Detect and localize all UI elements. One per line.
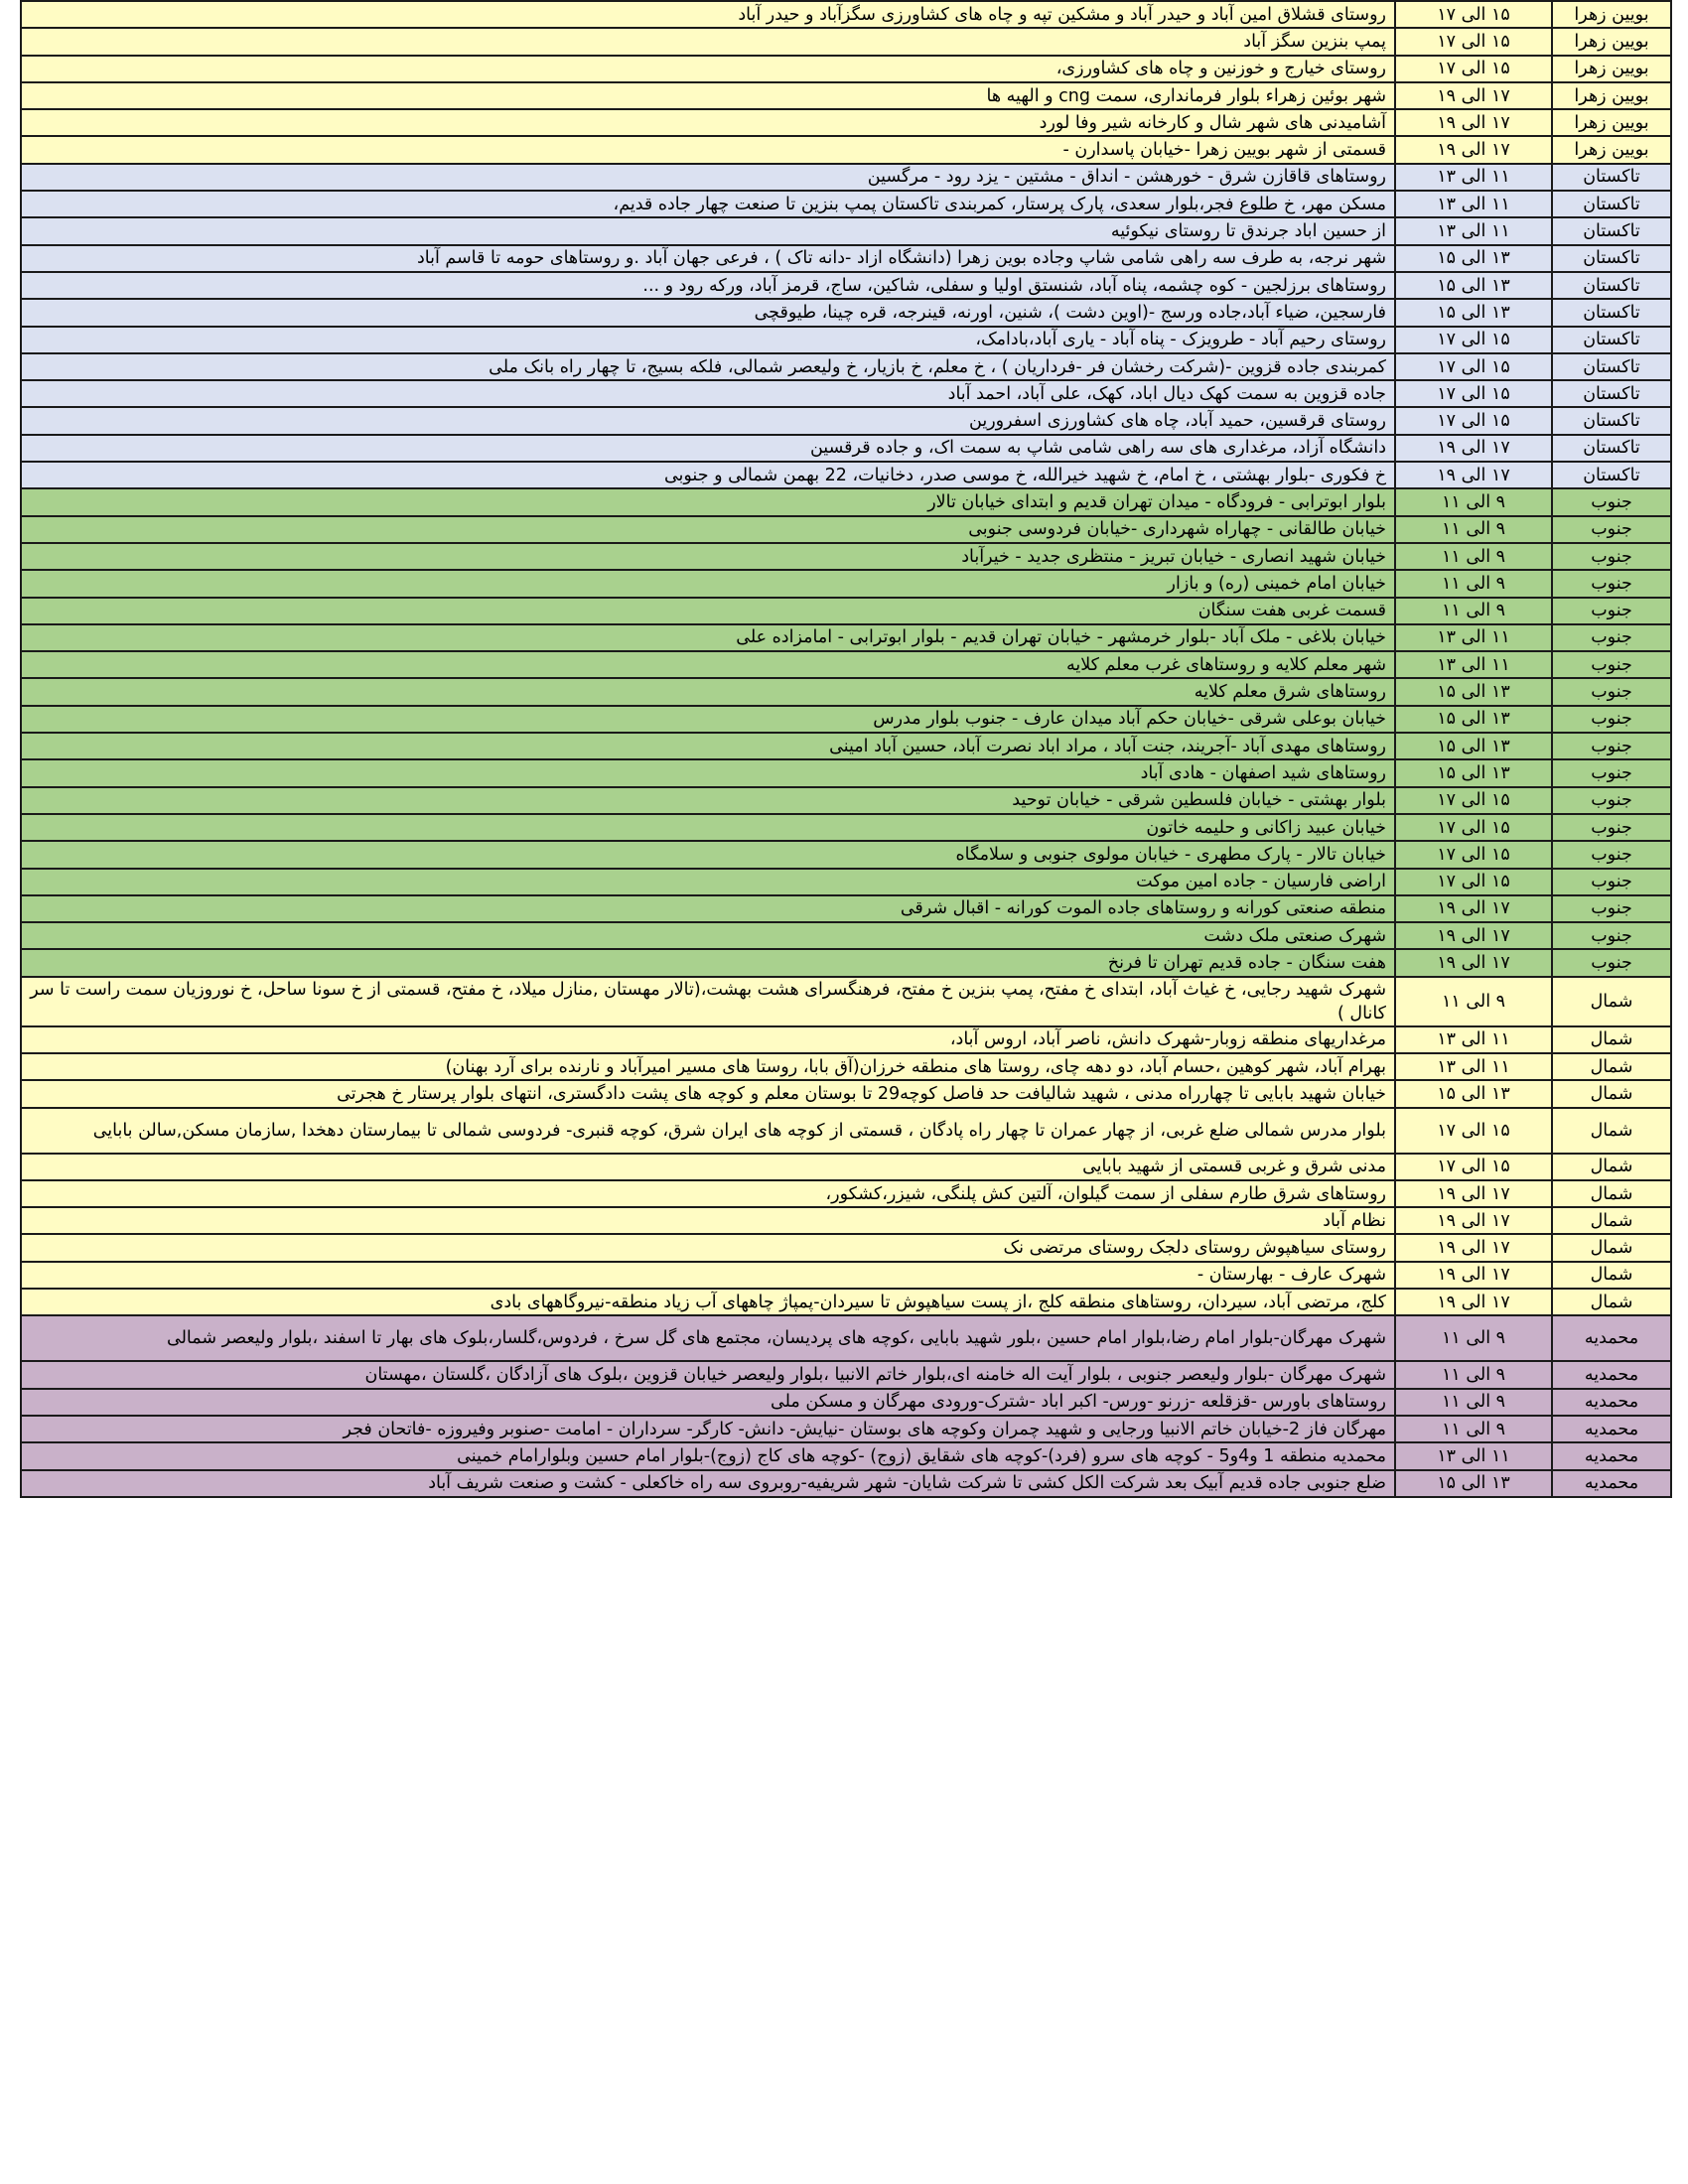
region-cell: جنوب xyxy=(1552,516,1671,543)
region-cell: تاکستان xyxy=(1552,245,1671,272)
area-cell: بلوار ابوترابی - فرودگاه - میدان تهران قدیم و ابتدای خیابان تالار xyxy=(21,488,1395,515)
area-cell: روستاهای مهدی آباد -آجریند، جنت آباد ، مراد اباد نصرت آباد، حسین آباد امینی xyxy=(21,733,1395,759)
region-cell: تاکستان xyxy=(1552,191,1671,217)
time-cell: ۱۱ الی ۱۳ xyxy=(1395,1442,1552,1469)
table-row xyxy=(21,651,1671,678)
time-cell: ۱۷ الی ۱۹ xyxy=(1395,136,1552,163)
area-cell: شهرک مهرگان -بلوار ولیعصر جنوبی ، بلوار آیت اله خامنه ای،بلوار خاتم الانبیا ،بلوار ولیعصر خیابان قزوین ،بلوک های آزادگان ،گلستان ،مهستان xyxy=(21,1361,1395,1388)
table-row xyxy=(21,164,1671,191)
area-cell: بلوار مدرس شمالی ضلع غربی، از چهار عمران تا چهار راه پادگان ، قسمتی از کوچه های ایران شرق، کوچه قنبری- فردوسی شمالی تا بیمارستان دهخدا ,سازمان مسکن,سالن بابایی xyxy=(21,1108,1395,1154)
region-cell: بویین زهرا xyxy=(1552,109,1671,136)
table-row xyxy=(21,1180,1671,1207)
region-cell: جنوب xyxy=(1552,814,1671,841)
table-row xyxy=(21,82,1671,109)
region-cell: جنوب xyxy=(1552,678,1671,705)
time-cell: ۱۱ الی ۱۳ xyxy=(1395,651,1552,678)
region-cell: تاکستان xyxy=(1552,462,1671,488)
region-cell: شمال xyxy=(1552,977,1671,1026)
time-cell: ۱۵ الی ۱۷ xyxy=(1395,327,1552,353)
table-row xyxy=(21,759,1671,786)
time-cell: ۱۵ الی ۱۷ xyxy=(1395,380,1552,407)
area-cell: منطقه صنعتی کورانه و روستاهای جاده الموت کورانه - اقبال شرقی xyxy=(21,895,1395,922)
area-cell: بلوار بهشتی - خیابان فلسطین شرقی - خیابان توحید xyxy=(21,787,1395,814)
table-row xyxy=(21,543,1671,570)
time-cell: ۱۱ الی ۱۳ xyxy=(1395,191,1552,217)
time-cell: ۱۵ الی ۱۷ xyxy=(1395,407,1552,434)
table-row xyxy=(21,380,1671,407)
time-cell: ۱۳ الی ۱۵ xyxy=(1395,272,1552,299)
table-row xyxy=(21,733,1671,759)
area-cell: خیابان شهید بابایی تا چهارراه مدنی ، شهید شالیافت حد فاصل کوچه29 تا بوستان معلم و کوچه های پشت دادگستری، انتهای بلوار پرستار خ هجرتی xyxy=(21,1080,1395,1107)
time-cell: ۱۳ الی ۱۵ xyxy=(1395,759,1552,786)
area-cell: ضلع جنوبی جاده قدیم آبیک بعد شرکت الکل کشی تا شرکت شایان- شهر شریفیه-روبروی سه راه خاکعلی - کشت و صنعت شریف آباد xyxy=(21,1470,1395,1497)
area-cell: شهر نرجه، به طرف سه راهی شامی شاپ وجاده بوین زهرا (دانشگاه ازاد -دانه تاک ) ، فرعی جهان آباد .و روستاهای حومه تا قاسم آباد xyxy=(21,245,1395,272)
table-row xyxy=(21,1,1671,28)
time-cell: ۱۷ الی ۱۹ xyxy=(1395,109,1552,136)
time-cell: ۱۵ الی ۱۷ xyxy=(1395,353,1552,380)
table-row xyxy=(21,678,1671,705)
time-cell: ۹ الی ۱۱ xyxy=(1395,570,1552,597)
table-row xyxy=(21,191,1671,217)
region-cell: شمال xyxy=(1552,1154,1671,1180)
area-cell: روستاهای شید اصفهان - هادی آباد xyxy=(21,759,1395,786)
region-cell: شمال xyxy=(1552,1180,1671,1207)
area-cell: روستای سیاهپوش روستای دلجک روستای مرتضی نک xyxy=(21,1234,1395,1261)
region-cell: جنوب xyxy=(1552,598,1671,624)
area-cell: شهرک صنعتی ملک دشت xyxy=(21,922,1395,949)
time-cell: ۹ الی ۱۱ xyxy=(1395,516,1552,543)
table-row xyxy=(21,1108,1671,1154)
region-cell: تاکستان xyxy=(1552,164,1671,191)
outage-schedule-table xyxy=(20,0,1672,1498)
time-cell: ۹ الی ۱۱ xyxy=(1395,598,1552,624)
area-cell: روستای قشلاق امین آباد و حیدر آباد و مشکین تپه و چاه های کشاورزی سگزآباد و حیدر آباد xyxy=(21,1,1395,28)
table-row xyxy=(21,56,1671,82)
time-cell: ۱۵ الی ۱۷ xyxy=(1395,869,1552,895)
time-cell: ۱۱ الی ۱۳ xyxy=(1395,164,1552,191)
table-row xyxy=(21,787,1671,814)
region-cell: جنوب xyxy=(1552,895,1671,922)
area-cell: قسمتی از شهر بویین زهرا -خیابان پاسدارن - xyxy=(21,136,1395,163)
time-cell: ۱۳ الی ۱۵ xyxy=(1395,733,1552,759)
area-cell: شهر بوئین زهراء بلوار فرمانداری، سمت cng و الهیه ها xyxy=(21,82,1395,109)
table-row xyxy=(21,624,1671,651)
table-row xyxy=(21,109,1671,136)
time-cell: ۹ الی ۱۱ xyxy=(1395,1416,1552,1442)
time-cell: ۱۱ الی ۱۳ xyxy=(1395,217,1552,244)
time-cell: ۱۷ الی ۱۹ xyxy=(1395,1289,1552,1315)
area-cell: فارسجین، ضیاء آباد،جاده ورسج -(اوین دشت )، شنین، اورنه، قینرجه، قره چینا، طیوقچی xyxy=(21,299,1395,326)
area-cell: محمدیه منطقه 1 و4و5 - کوچه های سرو (فرد)-کوچه های شقایق (زوج) -کوچه های کاج (زوج)-بلوار امام حسین وبلوارامام خمینی xyxy=(21,1442,1395,1469)
table-row xyxy=(21,1154,1671,1180)
area-cell: روستاهای باورس -قزقلعه -زرنو -ورس- اکبر اباد -شترک-ورودی مهرگان و مسکن ملی xyxy=(21,1389,1395,1416)
table-row xyxy=(21,462,1671,488)
table-row xyxy=(21,1470,1671,1497)
area-cell: روستاهای قاقازن شرق - خورهشن - انداق - مشتین - یزد رود - مرگسین xyxy=(21,164,1395,191)
time-cell: ۱۵ الی ۱۷ xyxy=(1395,1,1552,28)
time-cell: ۱۵ الی ۱۷ xyxy=(1395,841,1552,868)
area-cell: هفت سنگان - جاده قدیم تهران تا فرنخ xyxy=(21,949,1395,976)
area-cell: قسمت غربی هفت سنگان xyxy=(21,598,1395,624)
time-cell: ۱۷ الی ۱۹ xyxy=(1395,1234,1552,1261)
time-cell: ۱۵ الی ۱۷ xyxy=(1395,1154,1552,1180)
table-row xyxy=(21,922,1671,949)
time-cell: ۱۵ الی ۱۷ xyxy=(1395,787,1552,814)
area-cell: روستای خیارج و خوزنین و چاه های کشاورزی، xyxy=(21,56,1395,82)
region-cell: تاکستان xyxy=(1552,380,1671,407)
time-cell: ۱۵ الی ۱۷ xyxy=(1395,814,1552,841)
area-cell: روستاهای شرق طارم سفلی از سمت گیلوان، آلتین کش پلنگی، شیزر،کشکور، xyxy=(21,1180,1395,1207)
table-row xyxy=(21,1207,1671,1234)
table-row xyxy=(21,1026,1671,1053)
table-row xyxy=(21,814,1671,841)
area-cell: دانشگاه آزاد، مرغداری های سه راهی شامی شاپ به سمت اک، و جاده قرقسین xyxy=(21,435,1395,462)
time-cell: ۱۷ الی ۱۹ xyxy=(1395,922,1552,949)
region-cell: جنوب xyxy=(1552,759,1671,786)
region-cell: تاکستان xyxy=(1552,272,1671,299)
time-cell: ۱۱ الی ۱۳ xyxy=(1395,1053,1552,1080)
area-cell: خیابان طالقانی - چهاراه شهرداری -خیابان فردوسی جنوبی xyxy=(21,516,1395,543)
area-cell: اراضی فارسیان - جاده امین موکت xyxy=(21,869,1395,895)
area-cell: روستای قرقسین، حمید آباد، چاه های کشاورزی اسفرورین xyxy=(21,407,1395,434)
area-cell: خ فکوری -بلوار بهشتی ، خ امام، خ شهید خیرالله، خ موسی صدر، دخانیات، 22 بهمن شمالی و جنوبی xyxy=(21,462,1395,488)
region-cell: جنوب xyxy=(1552,841,1671,868)
area-cell: روستاهای شرق معلم کلایه xyxy=(21,678,1395,705)
area-cell: مسکن مهر، خ طلوع فجر،بلوار سعدی، پارک پرستار، کمربندی تاکستان پمپ بنزین تا صنعت چهار جاده قدیم، xyxy=(21,191,1395,217)
table-row xyxy=(21,949,1671,976)
time-cell: ۱۳ الی ۱۵ xyxy=(1395,678,1552,705)
region-cell: بویین زهرا xyxy=(1552,56,1671,82)
region-cell: محمدیه xyxy=(1552,1361,1671,1388)
time-cell: ۱۵ الی ۱۷ xyxy=(1395,28,1552,55)
area-cell: مرغداریهای منطقه زوبار-شهرک دانش، ناصر آباد، اروس آباد، xyxy=(21,1026,1395,1053)
time-cell: ۱۱ الی ۱۳ xyxy=(1395,1026,1552,1053)
region-cell: بویین زهرا xyxy=(1552,82,1671,109)
region-cell: تاکستان xyxy=(1552,435,1671,462)
region-cell: شمال xyxy=(1552,1262,1671,1289)
time-cell: ۱۵ الی ۱۷ xyxy=(1395,56,1552,82)
table-row xyxy=(21,1289,1671,1315)
region-cell: جنوب xyxy=(1552,922,1671,949)
table-row xyxy=(21,435,1671,462)
table-row xyxy=(21,869,1671,895)
time-cell: ۹ الی ۱۱ xyxy=(1395,1389,1552,1416)
time-cell: ۱۳ الی ۱۵ xyxy=(1395,1080,1552,1107)
table-row xyxy=(21,570,1671,597)
time-cell: ۹ الی ۱۱ xyxy=(1395,1315,1552,1361)
table-row xyxy=(21,299,1671,326)
region-cell: جنوب xyxy=(1552,733,1671,759)
region-cell: تاکستان xyxy=(1552,407,1671,434)
table-row xyxy=(21,977,1671,1026)
area-cell: کمربندی جاده قزوین -(شرکت رخشان فر -فرداریان ) ، خ معلم، خ بازیار، خ ولیعصر شمالی، فلکه بسیج، تا چهار راه بانک ملی xyxy=(21,353,1395,380)
time-cell: ۱۳ الی ۱۵ xyxy=(1395,1470,1552,1497)
area-cell: پمپ بنزین سگز آباد xyxy=(21,28,1395,55)
table-row xyxy=(21,1442,1671,1469)
area-cell: کلج، مرتضی آباد، سیردان، روستاهای منطقه کلج ،از پست سیاهپوش تا سیردان-پمپاژ چاههای آب زیاد منطقه-نیروگاههای بادی xyxy=(21,1289,1395,1315)
table-row xyxy=(21,1416,1671,1442)
area-cell: شهرک شهید رجایی، خ غیاث آباد، ابتدای خ مفتح، پمپ بنزین خ مفتح، فرهنگسرای هشت بهشت،(تالار مهستان ,منازل میلاد، خ مفتح، قسمتی از خ سونا ساحل، خ نوروزیان سمت راست تا سر کانال ) xyxy=(21,977,1395,1026)
area-cell: خیابان بوعلی شرقی -خیابان حکم آباد میدان عارف - جنوب بلوار مدرس xyxy=(21,706,1395,733)
region-cell: تاکستان xyxy=(1552,299,1671,326)
time-cell: ۱۵ الی ۱۷ xyxy=(1395,1108,1552,1154)
outage-schedule-body xyxy=(21,1,1671,1497)
area-cell: شهر معلم کلایه و روستاهای غرب معلم کلایه xyxy=(21,651,1395,678)
area-cell: نظام آباد xyxy=(21,1207,1395,1234)
time-cell: ۱۳ الی ۱۵ xyxy=(1395,299,1552,326)
table-row xyxy=(21,488,1671,515)
area-cell: جاده قزوین به سمت کهک دیال اباد، کهک، علی آباد، احمد آباد xyxy=(21,380,1395,407)
region-cell: محمدیه xyxy=(1552,1416,1671,1442)
time-cell: ۹ الی ۱۱ xyxy=(1395,1361,1552,1388)
region-cell: محمدیه xyxy=(1552,1470,1671,1497)
time-cell: ۱۷ الی ۱۹ xyxy=(1395,1262,1552,1289)
area-cell: خیابان شهید انصاری - خیابان تبریز - منتظری جدید - خیرآباد xyxy=(21,543,1395,570)
region-cell: شمال xyxy=(1552,1053,1671,1080)
table-row xyxy=(21,407,1671,434)
table-row xyxy=(21,1389,1671,1416)
region-cell: جنوب xyxy=(1552,570,1671,597)
table-row xyxy=(21,1080,1671,1107)
table-row xyxy=(21,245,1671,272)
area-cell: روستای رحیم آباد - طرویزک - پناه آباد - یاری آباد،بادامک، xyxy=(21,327,1395,353)
time-cell: ۱۱ الی ۱۳ xyxy=(1395,624,1552,651)
time-cell: ۱۷ الی ۱۹ xyxy=(1395,82,1552,109)
area-cell: بهرام آباد، شهر کوهین ،حسام آباد، دو دهه چای، روستا های منطقه خرزان(آق بابا، روستا های مسیر امیرآباد و نارنده برای آرد بهنان) xyxy=(21,1053,1395,1080)
area-cell: خیابان عبید زاکانی و حلیمه خاتون xyxy=(21,814,1395,841)
region-cell: جنوب xyxy=(1552,624,1671,651)
time-cell: ۹ الی ۱۱ xyxy=(1395,543,1552,570)
region-cell: تاکستان xyxy=(1552,327,1671,353)
region-cell: تاکستان xyxy=(1552,217,1671,244)
area-cell: آشامیدنی های شهر شال و کارخانه شیر وفا لورد xyxy=(21,109,1395,136)
table-row xyxy=(21,841,1671,868)
table-row xyxy=(21,28,1671,55)
time-cell: ۱۳ الی ۱۵ xyxy=(1395,706,1552,733)
time-cell: ۱۷ الی ۱۹ xyxy=(1395,462,1552,488)
area-cell: شهرک مهرگان-بلوار امام رضا،بلوار امام حسین ،بلور شهید بابایی ،کوچه های پردیسان، مجتمع های گل سرخ ، فردوس،گلسار،بلوک های بهار تا اسفند ،بلوار ولیعصر شمالی xyxy=(21,1315,1395,1361)
region-cell: بویین زهرا xyxy=(1552,28,1671,55)
region-cell: تاکستان xyxy=(1552,353,1671,380)
area-cell: روستاهای برزلجین - کوه چشمه، پناه آباد، شنستق اولیا و سفلی، شاکین، ساج، قرمز آباد، ورکه رود و ... xyxy=(21,272,1395,299)
table-row xyxy=(21,136,1671,163)
time-cell: ۱۷ الی ۱۹ xyxy=(1395,1180,1552,1207)
table-row xyxy=(21,598,1671,624)
table-row xyxy=(21,217,1671,244)
region-cell: شمال xyxy=(1552,1289,1671,1315)
time-cell: ۹ الی ۱۱ xyxy=(1395,977,1552,1026)
region-cell: محمدیه xyxy=(1552,1389,1671,1416)
region-cell: شمال xyxy=(1552,1207,1671,1234)
table-row xyxy=(21,1234,1671,1261)
region-cell: شمال xyxy=(1552,1026,1671,1053)
table-row xyxy=(21,272,1671,299)
table-row xyxy=(21,706,1671,733)
table-row xyxy=(21,353,1671,380)
table-row xyxy=(21,1315,1671,1361)
area-cell: شهرک عارف - بهارستان - xyxy=(21,1262,1395,1289)
time-cell: ۹ الی ۱۱ xyxy=(1395,488,1552,515)
table-row xyxy=(21,1262,1671,1289)
region-cell: محمدیه xyxy=(1552,1442,1671,1469)
area-cell: مهرگان فاز 2-خیابان خاتم الانبیا ورجایی و شهید چمران وکوچه های بوستان -نیایش- دانش- کارگر- سرداران - امامت -صنوبر وفیروزه -فاتحان فجر xyxy=(21,1416,1395,1442)
region-cell: بویین زهرا xyxy=(1552,1,1671,28)
area-cell: از حسین اباد جرندق تا روستای نیکوئیه xyxy=(21,217,1395,244)
region-cell: بویین زهرا xyxy=(1552,136,1671,163)
table-row xyxy=(21,327,1671,353)
table-row xyxy=(21,1361,1671,1388)
region-cell: جنوب xyxy=(1552,543,1671,570)
time-cell: ۱۷ الی ۱۹ xyxy=(1395,949,1552,976)
region-cell: جنوب xyxy=(1552,488,1671,515)
region-cell: جنوب xyxy=(1552,651,1671,678)
area-cell: خیابان تالار - پارک مطهری - خیابان مولوی جنوبی و سلامگاه xyxy=(21,841,1395,868)
table-row xyxy=(21,516,1671,543)
time-cell: ۱۷ الی ۱۹ xyxy=(1395,895,1552,922)
region-cell: شمال xyxy=(1552,1234,1671,1261)
area-cell: خیابان امام خمینی (ره) و بازار xyxy=(21,570,1395,597)
area-cell: خیابان بلاغی - ملک آباد -بلوار خرمشهر - خیابان تهران قدیم - بلوار ابوترابی - امامزاده علی xyxy=(21,624,1395,651)
area-cell: مدنی شرق و غربی قسمتی از شهید بابایی xyxy=(21,1154,1395,1180)
region-cell: جنوب xyxy=(1552,706,1671,733)
table-row xyxy=(21,1053,1671,1080)
table-row xyxy=(21,895,1671,922)
time-cell: ۱۷ الی ۱۹ xyxy=(1395,435,1552,462)
time-cell: ۱۳ الی ۱۵ xyxy=(1395,245,1552,272)
time-cell: ۱۷ الی ۱۹ xyxy=(1395,1207,1552,1234)
region-cell: شمال xyxy=(1552,1080,1671,1107)
region-cell: جنوب xyxy=(1552,869,1671,895)
region-cell: شمال xyxy=(1552,1108,1671,1154)
region-cell: جنوب xyxy=(1552,949,1671,976)
region-cell: محمدیه xyxy=(1552,1315,1671,1361)
region-cell: جنوب xyxy=(1552,787,1671,814)
